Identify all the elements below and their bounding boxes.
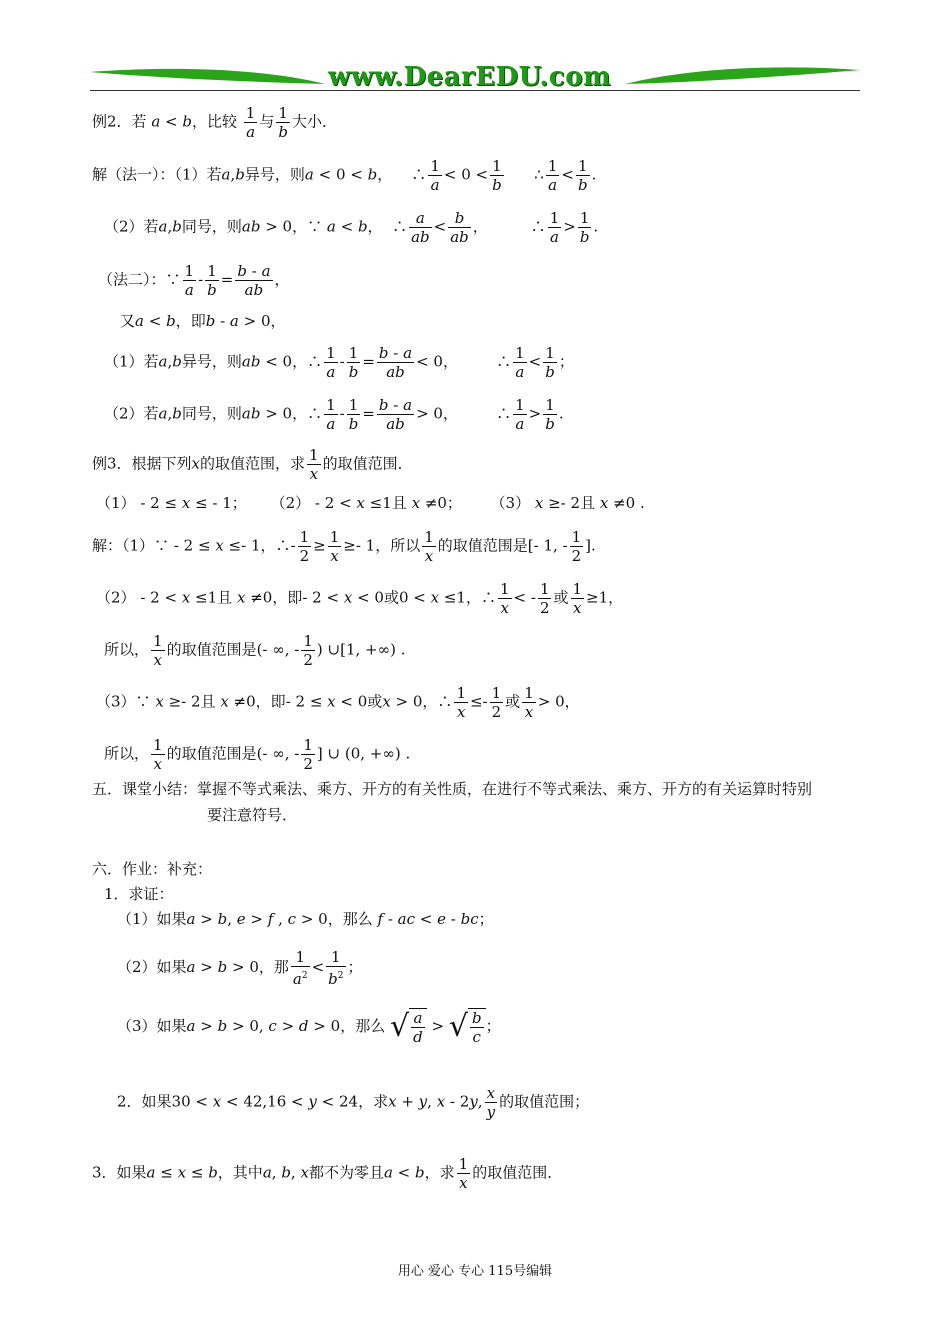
header-banner bbox=[90, 58, 860, 98]
ex2-method2-case1: （1）若a,b异号，则ab < 0，∴ $\frac{1}{a}$ - $\frac{1}{b}$ = $\frac{b - a}{ab}$ < 0， ∴ $\frac{1}{a}$ < $\frac{1}{b}$ ； bbox=[104, 344, 574, 381]
homework-q3: 3．如果a ≤ x ≤ b，其中a, b, x都不为零且a < b，求 $\frac{1}{x}$ 的取值范围． bbox=[92, 1155, 563, 1192]
homework-q1a: （1）如果a > b, e > f , c > 0，那么 f - ac < e - bc； bbox=[117, 910, 494, 928]
ex3-solution1: 解：（1）∵ - 2 ≤ x ≤- 1，∴- $\frac{1}{2}$ ≥ $\frac{1}{x}$ ≥- 1，所以 $\frac{1}{x}$ 的取值范围是[- 1, - $\frac{1}{2}$ ]. bbox=[92, 528, 596, 565]
homework-q1: 1．求证： bbox=[104, 885, 174, 903]
homework-q2: 2．如果30 < x < 42,16 < y < 24，求x + y, x - 2y, $\frac{x}{y}$ 的取值范围； bbox=[117, 1084, 590, 1121]
summary-line-1: 五．课堂小结：掌握不等式乘法、乘方、开方的有关性质，在进行不等式乘法、乘方、开方的有关运算时特别 bbox=[92, 780, 813, 798]
summary-line-2: 要注意符号． bbox=[207, 806, 298, 824]
homework-q1b: （2）如果a > b > 0，那 $\frac{1}{a^2}$ < $\frac{1}{b^2}$ ； bbox=[117, 948, 363, 988]
site-logo[interactable]: www.DearEDU.com bbox=[328, 62, 612, 92]
ex3-title-line: 例3．根据下列x的取值范围，求 $\frac{1}{x}$ 的取值范围． bbox=[92, 446, 413, 483]
homework-title: 六．作业：补充： bbox=[92, 860, 213, 878]
page-footer: 用心 爱心 专心 115号编辑 bbox=[397, 1264, 553, 1279]
ex2-method1-case2: （2）若a,b同号，则ab > 0，∵ a < b， ∴ $\frac{a}{ab}$ < $\frac{b}{ab}$ ， ∴ $\frac{1}{a}$ > $\frac{1}{b}$ . bbox=[104, 209, 599, 246]
ex2-method1-case1: 解（法一）：（1）若a,b异号，则a < 0 < b， ∴ $\frac{1}{a}$ < 0 < $\frac{1}{b}$ ∴ $\frac{1}{a}$ < $\frac{1}{b}$ . bbox=[92, 157, 597, 194]
ex2-title-line: 例2．若 a < b，比较 $\frac{1}{a}$ 与 $\frac{1}{b}$ 大小． bbox=[92, 104, 337, 141]
ex2-method2-case2: （2）若a,b同号，则ab > 0，∴ $\frac{1}{a}$ - $\frac{1}{b}$ = $\frac{b - a}{ab}$ > 0， ∴ $\frac{1}{a}$ > $\frac{1}{b}$ . bbox=[104, 396, 564, 433]
ex2-method2-setup: （法二）：∵ $\frac{1}{a}$ - $\frac{1}{b}$ = $\frac{b - a}{ab}$ ， bbox=[98, 262, 290, 299]
ex3-solution2-line1: （2） - 2 < x ≤1且 x ≠0，即- 2 < x < 0或0 < x ≤1，∴ $\frac{1}{x}$ < - $\frac{1}{2}$ 或 $\frac{1}{x}$ ≥1， bbox=[96, 580, 624, 617]
homework-q1c: （3）如果a > b > 0, c > d > 0，那么 √ $\frac{a}{d}$ > √ $\frac{b}{c}$ ； bbox=[117, 1009, 501, 1046]
ex3-conditions: （1） - 2 ≤ x ≤ - 1； （2） - 2 < x ≤1且 x ≠0； （3） x ≥- 2且 x ≠0 . bbox=[96, 494, 645, 512]
ex3-solution2-line2: 所以， $\frac{1}{x}$ 的取值范围是(- ∞, - $\frac{1}{2}$ ) ∪[1, +∞) . bbox=[104, 632, 406, 669]
ex3-solution3-line1: （3）∵ x ≥- 2且 x ≠0，即- 2 ≤ x < 0或x > 0，∴ $\frac{1}{x}$ ≤- $\frac{1}{2}$ 或 $\frac{1}{x}$ > 0， bbox=[96, 684, 580, 721]
ex3-solution3-line2: 所以， $\frac{1}{x}$ 的取值范围是(- ∞, - $\frac{1}{2}$ ] ∪ (0, +∞) . bbox=[104, 736, 411, 773]
ex2-method2-given: 又a < b，即b - a > 0， bbox=[120, 312, 286, 330]
header-rule bbox=[90, 90, 860, 91]
